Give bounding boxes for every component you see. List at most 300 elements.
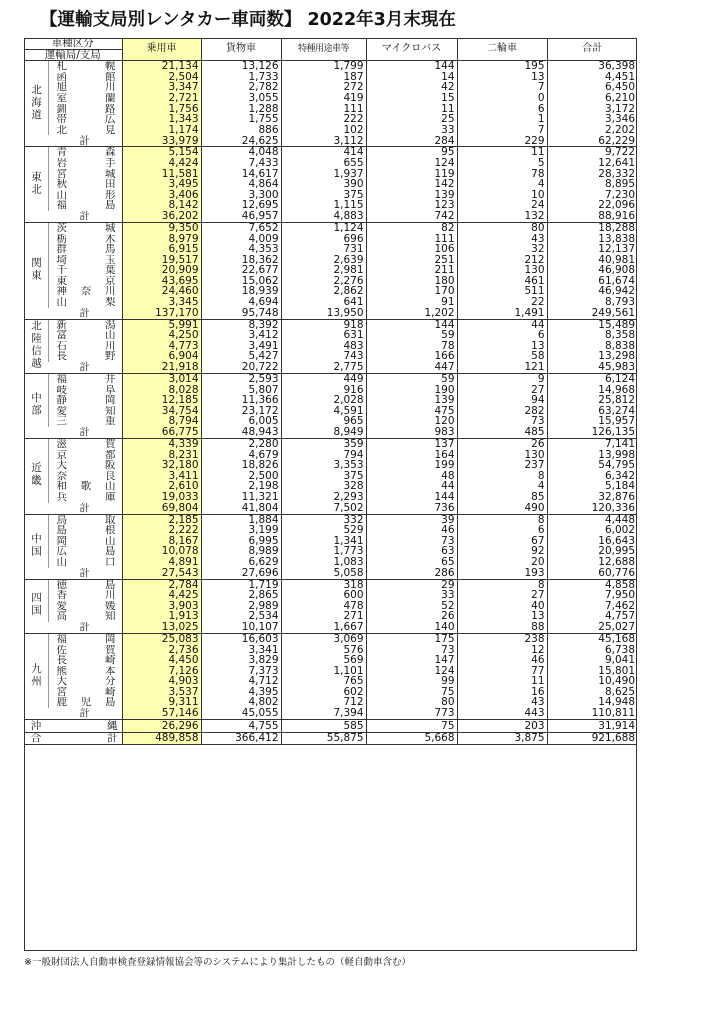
region-name <box>24 319 48 373</box>
value-cell: 4,048 <box>201 147 281 158</box>
value-cell: 5,058 <box>281 568 366 580</box>
value-cell: 0 <box>457 93 547 104</box>
value-cell: 12,695 <box>201 200 281 211</box>
col-header-passenger: 乗用車 <box>122 38 201 61</box>
value-cell: 490 <box>457 503 547 515</box>
region-name <box>24 374 48 439</box>
value-cell: 4,424 <box>122 158 201 169</box>
value-cell: 13,950 <box>281 308 366 320</box>
region-name <box>24 222 48 319</box>
value-cell: 4,773 <box>122 341 201 352</box>
value-cell: 27,543 <box>122 568 201 580</box>
value-cell: 743 <box>281 351 366 362</box>
value-cell: 24 <box>457 200 547 211</box>
bureau-name <box>48 406 122 417</box>
value-cell: 2,610 <box>122 481 201 492</box>
value-cell: 8,794 <box>122 416 201 427</box>
bureau-char: 福 <box>56 373 67 385</box>
bureau-char: 福 <box>56 200 67 211</box>
table-row <box>24 687 637 698</box>
value-cell: 39 <box>366 514 457 525</box>
value-cell: 211 <box>366 265 457 276</box>
bureau-char: 山 <box>105 481 116 492</box>
value-cell: 14,948 <box>547 697 637 708</box>
table-row <box>24 114 637 125</box>
value-cell: 2,504 <box>122 72 201 83</box>
value-cell: 22,677 <box>201 265 281 276</box>
value-cell: 32 <box>457 244 547 255</box>
value-cell: 3,903 <box>122 601 201 612</box>
value-cell: 31,914 <box>547 720 637 733</box>
value-cell: 15,489 <box>547 319 637 330</box>
value-cell: 123 <box>366 200 457 211</box>
region-label: 中部 <box>30 392 43 418</box>
table-row <box>24 666 637 677</box>
bureau-char: 三 <box>56 416 67 427</box>
value-cell: 24,460 <box>122 286 201 297</box>
table-row <box>24 557 637 568</box>
value-cell: 9,350 <box>122 222 201 233</box>
bureau-char: 阪 <box>105 460 116 471</box>
value-cell: 18,362 <box>201 255 281 266</box>
value-cell: 73 <box>457 416 547 427</box>
value-cell: 6,629 <box>201 557 281 568</box>
value-cell: 25,083 <box>122 633 201 644</box>
value-cell: 144 <box>366 492 457 503</box>
bureau-name <box>48 222 122 233</box>
bureau-name <box>48 104 122 115</box>
value-cell: 222 <box>281 114 366 125</box>
value-cell: 13 <box>457 72 547 83</box>
value-cell: 11,321 <box>201 492 281 503</box>
value-cell: 2,500 <box>201 471 281 482</box>
value-cell: 63,274 <box>547 406 637 417</box>
table-row <box>24 265 637 276</box>
table-row <box>24 341 637 352</box>
bureau-label <box>51 265 120 276</box>
value-cell: 6,450 <box>547 82 637 93</box>
bureau-char: 茨 <box>56 222 67 234</box>
bureau-char: 千 <box>56 265 67 276</box>
value-cell: 4,451 <box>547 72 637 83</box>
value-cell: 2,782 <box>201 82 281 93</box>
bureau-char: 森 <box>105 146 116 158</box>
bureau-char: 岡 <box>105 395 116 406</box>
subtotal-label: 計 <box>48 135 122 147</box>
value-cell: 46,957 <box>201 211 281 223</box>
value-cell: 7,502 <box>281 503 366 515</box>
value-cell: 15 <box>366 93 457 104</box>
value-cell: 16,603 <box>201 633 281 644</box>
value-cell: 45,168 <box>547 633 637 644</box>
value-cell: 965 <box>281 416 366 427</box>
value-cell: 8,979 <box>122 234 201 245</box>
value-cell: 3,347 <box>122 82 201 93</box>
value-cell: 15,801 <box>547 666 637 677</box>
value-cell: 18,826 <box>201 460 281 471</box>
value-cell: 18,288 <box>547 222 637 233</box>
bureau-char: 北 <box>56 124 67 136</box>
bureau-name <box>48 450 122 461</box>
value-cell: 6,904 <box>122 351 201 362</box>
value-cell: 120,336 <box>547 503 637 515</box>
table-row <box>24 460 637 471</box>
okinawa-row-left-label: 沖 <box>24 720 48 733</box>
value-cell: 8 <box>457 579 547 590</box>
value-cell: 147 <box>366 655 457 666</box>
subtotal-row <box>24 622 637 634</box>
value-cell: 1,101 <box>281 666 366 677</box>
bureau-char: 富 <box>56 330 67 341</box>
value-cell: 139 <box>366 395 457 406</box>
table-row <box>24 222 637 233</box>
value-cell: 92 <box>457 546 547 557</box>
value-cell: 3,341 <box>201 645 281 656</box>
bureau-char: 島 <box>56 525 67 536</box>
bureau-char: 分 <box>105 676 116 687</box>
bureau-name <box>48 125 122 136</box>
bureau-char: 鹿 <box>56 697 67 709</box>
value-cell: 3,875 <box>457 732 547 745</box>
table-row <box>24 536 637 547</box>
bureau-char: 鳥 <box>56 514 67 526</box>
region-name <box>24 579 48 633</box>
value-cell: 4,448 <box>547 514 637 525</box>
bureau-char: 和 <box>56 481 67 492</box>
value-cell: 80 <box>457 222 547 233</box>
value-cell: 63 <box>366 546 457 557</box>
table-row <box>24 416 637 427</box>
value-cell: 8,167 <box>122 536 201 547</box>
value-cell: 137,170 <box>122 308 201 320</box>
table-row <box>24 697 637 708</box>
value-cell: 475 <box>366 406 457 417</box>
value-cell: 111 <box>366 234 457 245</box>
bureau-name <box>48 297 122 308</box>
value-cell: 5,807 <box>201 385 281 396</box>
bureau-name <box>48 611 122 622</box>
bureau-name <box>48 265 122 276</box>
bureau-name <box>48 190 122 201</box>
value-cell: 27 <box>457 590 547 601</box>
value-cell: 94 <box>457 395 547 406</box>
value-cell: 99 <box>366 676 457 687</box>
value-cell: 4,679 <box>201 450 281 461</box>
value-cell: 121 <box>457 362 547 374</box>
value-cell: 12,641 <box>547 158 637 169</box>
bureau-char: 佐 <box>56 644 67 656</box>
value-cell: 2,862 <box>281 286 366 297</box>
region-label: 中国 <box>30 532 43 558</box>
value-cell: 11 <box>457 676 547 687</box>
value-cell: 16,643 <box>547 536 637 547</box>
bureau-name <box>48 374 122 385</box>
value-cell: 328 <box>281 481 366 492</box>
bureau-char: 根 <box>105 525 116 536</box>
value-cell: 2,865 <box>201 590 281 601</box>
value-cell: 4 <box>457 481 547 492</box>
value-cell: 7,433 <box>201 158 281 169</box>
bureau-char: 岐 <box>56 384 67 396</box>
value-cell: 24,625 <box>201 135 281 147</box>
bureau-char: 賀 <box>105 438 116 450</box>
value-cell: 190 <box>366 385 457 396</box>
value-cell: 43,695 <box>122 276 201 287</box>
value-cell: 69,804 <box>122 503 201 515</box>
bureau-label <box>51 634 120 645</box>
table-row <box>24 525 637 536</box>
bureau-label <box>51 297 120 308</box>
value-cell: 44 <box>366 481 457 492</box>
value-cell: 602 <box>281 687 366 698</box>
value-cell: 3,346 <box>547 114 637 125</box>
value-cell: 73 <box>366 536 457 547</box>
value-cell: 600 <box>281 590 366 601</box>
value-cell: 1,491 <box>457 308 547 320</box>
subtotal-label: 計 <box>48 211 122 223</box>
bureau-char: 潟 <box>105 319 116 331</box>
table-row <box>24 234 637 245</box>
bureau-label <box>51 385 120 396</box>
bureau-char: 崎 <box>105 686 116 698</box>
value-cell: 11,581 <box>122 169 201 180</box>
value-cell: 10,107 <box>201 622 281 634</box>
value-cell: 111 <box>281 104 366 115</box>
value-cell: 1,719 <box>201 579 281 590</box>
value-cell: 11 <box>457 147 547 158</box>
region-name <box>24 633 48 719</box>
region-label: 北陸信越 <box>30 320 43 371</box>
value-cell: 5,427 <box>201 351 281 362</box>
table-row <box>24 125 637 136</box>
value-cell: 14 <box>366 72 457 83</box>
value-cell: 585 <box>281 720 366 733</box>
bureau-char: 宮 <box>56 168 67 180</box>
value-cell: 2,981 <box>281 265 366 276</box>
value-cell: 4,250 <box>122 330 201 341</box>
region-name <box>24 439 48 515</box>
value-cell: 73 <box>366 645 457 656</box>
value-cell: 1,115 <box>281 200 366 211</box>
value-cell: 11 <box>366 104 457 115</box>
bureau-char: 崎 <box>105 655 116 666</box>
value-cell: 5,668 <box>366 732 457 745</box>
value-cell: 10 <box>457 190 547 201</box>
value-cell: 794 <box>281 450 366 461</box>
bureau-char: 兵 <box>56 491 67 503</box>
subtotal-row <box>24 708 637 720</box>
value-cell: 25,812 <box>547 395 637 406</box>
bureau-char: 群 <box>56 244 67 255</box>
value-cell: 3,412 <box>201 330 281 341</box>
bureau-label <box>51 72 120 83</box>
value-cell: 120 <box>366 416 457 427</box>
region-name <box>24 61 48 147</box>
bureau-name <box>48 697 122 708</box>
bureau-name <box>48 255 122 266</box>
bureau-name <box>48 536 122 547</box>
bureau-name <box>48 158 122 169</box>
bureau-char: 愛 <box>56 600 67 612</box>
value-cell: 59 <box>366 374 457 385</box>
bureau-name <box>48 319 122 330</box>
bureau-char: 本 <box>105 665 116 677</box>
value-cell: 9 <box>457 374 547 385</box>
bureau-char: 蘭 <box>105 92 116 104</box>
header-vehicle-category: 車種区分 <box>24 38 122 50</box>
value-cell: 576 <box>281 645 366 656</box>
value-cell: 237 <box>457 460 547 471</box>
bureau-name <box>48 546 122 557</box>
bureau-name <box>48 82 122 93</box>
region-name <box>24 147 48 223</box>
bureau-label <box>51 655 120 666</box>
value-cell: 11,366 <box>201 395 281 406</box>
value-cell: 110,811 <box>547 708 637 720</box>
value-cell: 5,184 <box>547 481 637 492</box>
bureau-label <box>51 330 120 341</box>
bureau-label <box>51 158 120 169</box>
bureau-label <box>51 320 120 331</box>
value-cell: 26 <box>457 439 547 450</box>
bureau-label <box>51 697 120 708</box>
bureau-label <box>51 147 120 158</box>
value-cell: 212 <box>457 255 547 266</box>
bureau-char: 島 <box>105 200 116 211</box>
value-cell: 8,231 <box>122 450 201 461</box>
bureau-name <box>48 93 122 104</box>
value-cell: 13 <box>457 611 547 622</box>
value-cell: 8,392 <box>201 319 281 330</box>
value-cell: 6,915 <box>122 244 201 255</box>
value-cell: 130 <box>457 265 547 276</box>
value-cell: 85 <box>457 492 547 503</box>
bureau-char: 広 <box>56 546 67 557</box>
bureau-char: 函 <box>56 71 67 83</box>
bureau-name <box>48 601 122 612</box>
value-cell: 80 <box>366 697 457 708</box>
bureau-name <box>48 514 122 525</box>
bureau-char: 山 <box>56 556 67 568</box>
value-cell: 271 <box>281 611 366 622</box>
value-cell: 60,776 <box>547 568 637 580</box>
subtotal-row <box>24 135 637 147</box>
table-row <box>24 450 637 461</box>
bureau-char: 旭 <box>56 82 67 93</box>
value-cell: 59 <box>366 330 457 341</box>
value-cell: 33 <box>366 590 457 601</box>
bureau-name <box>48 460 122 471</box>
bureau-char: 山 <box>56 297 67 308</box>
bureau-char: 児 <box>80 697 92 709</box>
bureau-name <box>48 525 122 536</box>
value-cell: 3,353 <box>281 460 366 471</box>
value-cell: 569 <box>281 655 366 666</box>
value-cell: 144 <box>366 319 457 330</box>
bureau-label <box>51 125 120 136</box>
value-cell: 414 <box>281 147 366 158</box>
okinawa-row-label: 縄 <box>48 720 122 733</box>
value-cell: 193 <box>457 568 547 580</box>
value-cell: 3,491 <box>201 341 281 352</box>
value-cell: 119 <box>366 169 457 180</box>
value-cell: 286 <box>366 568 457 580</box>
value-cell: 13,126 <box>201 61 281 72</box>
value-cell: 4,694 <box>201 297 281 308</box>
col-header-cargo: 貨物車 <box>201 38 281 61</box>
value-cell: 6,002 <box>547 525 637 536</box>
value-cell: 27 <box>457 385 547 396</box>
bureau-char: 高 <box>56 611 67 622</box>
bureau-name <box>48 330 122 341</box>
value-cell: 4,903 <box>122 676 201 687</box>
value-cell: 2,198 <box>201 481 281 492</box>
value-cell: 272 <box>281 82 366 93</box>
value-cell: 21,134 <box>122 61 201 72</box>
bureau-char: 手 <box>105 157 116 169</box>
table-row <box>24 481 637 492</box>
value-cell: 5,154 <box>122 147 201 158</box>
bureau-char: 見 <box>105 124 116 136</box>
bureau-label <box>51 169 120 180</box>
bureau-label <box>51 666 120 677</box>
value-cell: 447 <box>366 362 457 374</box>
value-cell: 3,495 <box>122 179 201 190</box>
value-cell: 13 <box>457 341 547 352</box>
bureau-char: 野 <box>105 351 116 363</box>
subtotal-row <box>24 362 637 374</box>
table-row <box>24 611 637 622</box>
bureau-name <box>48 579 122 590</box>
value-cell: 26 <box>366 611 457 622</box>
bureau-label <box>51 93 120 104</box>
value-cell: 8,625 <box>547 687 637 698</box>
value-cell: 102 <box>281 125 366 136</box>
bureau-label <box>51 351 120 362</box>
value-cell: 6,342 <box>547 471 637 482</box>
value-cell: 9,041 <box>547 655 637 666</box>
bureau-char: 帯 <box>56 114 67 125</box>
value-cell: 14,968 <box>547 385 637 396</box>
value-cell: 2,222 <box>122 525 201 536</box>
table-row <box>24 104 637 115</box>
table-row <box>24 385 637 396</box>
value-cell: 6,995 <box>201 536 281 547</box>
table-row <box>24 439 637 450</box>
bureau-name <box>48 557 122 568</box>
value-cell: 449 <box>281 374 366 385</box>
value-cell: 164 <box>366 450 457 461</box>
bureau-char: 取 <box>105 514 116 526</box>
bureau-label <box>51 341 120 352</box>
col-header-total: 合計 <box>547 38 637 61</box>
value-cell: 419 <box>281 93 366 104</box>
value-cell: 375 <box>281 190 366 201</box>
bureau-name <box>48 61 122 72</box>
value-cell: 238 <box>457 633 547 644</box>
value-cell: 46 <box>366 525 457 536</box>
value-cell: 130 <box>457 450 547 461</box>
bureau-char: 滋 <box>56 438 67 450</box>
bureau-char: 栃 <box>56 233 67 245</box>
bureau-label <box>51 82 120 93</box>
value-cell: 28,332 <box>547 169 637 180</box>
value-cell: 199 <box>366 460 457 471</box>
bureau-label <box>51 200 120 211</box>
table-row <box>24 579 637 590</box>
value-cell: 4,757 <box>547 611 637 622</box>
value-cell: 742 <box>366 211 457 223</box>
